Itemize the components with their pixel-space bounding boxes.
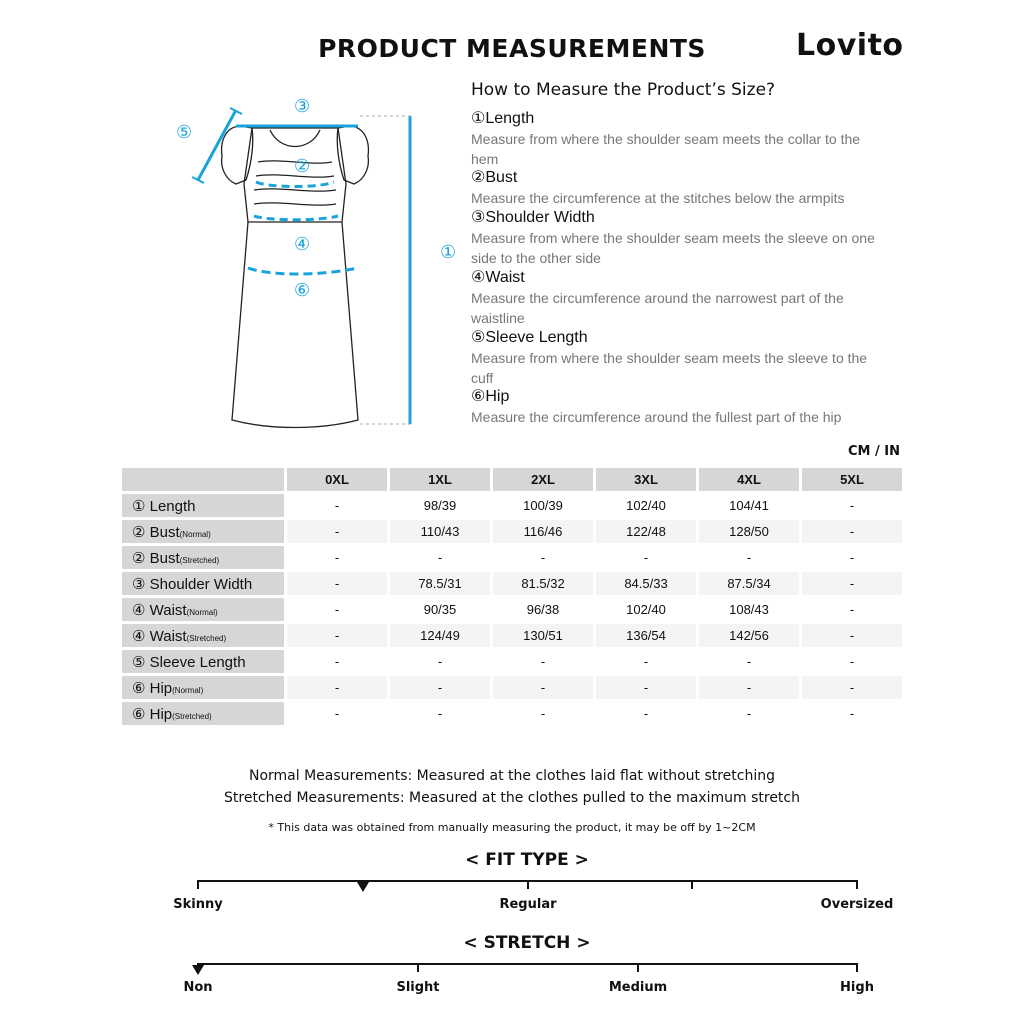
stretch-label-non: Non bbox=[183, 980, 213, 995]
size-table bbox=[119, 465, 905, 728]
table-cell: - bbox=[802, 702, 902, 725]
bust-line bbox=[256, 182, 334, 187]
table-cell: - bbox=[287, 520, 387, 543]
table-row bbox=[122, 624, 902, 647]
page-title: PRODUCT MEASUREMENTS bbox=[318, 34, 706, 63]
table-cell: 96/38 bbox=[493, 598, 593, 621]
row-label-text: Shoulder Width bbox=[149, 575, 253, 593]
stretch-title: < STRETCH > bbox=[463, 933, 591, 953]
stretch-marker-icon bbox=[192, 965, 204, 975]
step-sleeve-length bbox=[471, 328, 891, 388]
row-qualifier: (Stretched) bbox=[172, 711, 212, 721]
row-number: ① bbox=[132, 497, 146, 515]
table-cell: - bbox=[802, 546, 902, 569]
table-cell: - bbox=[390, 650, 490, 673]
column-header: 3XL bbox=[596, 468, 696, 491]
fit-tick bbox=[197, 880, 199, 889]
table-cell: - bbox=[699, 546, 799, 569]
table-cell: 90/35 bbox=[390, 598, 490, 621]
table-cell: - bbox=[699, 650, 799, 673]
fit-label-skinny: Skinny bbox=[173, 897, 223, 912]
table-cell: 98/39 bbox=[390, 494, 490, 517]
step-title: ⑤Sleeve Length bbox=[471, 329, 588, 346]
step-desc: Measure from where the shoulder seam meets the sleeve on one side to the other side bbox=[471, 230, 875, 266]
table-cell: 122/48 bbox=[596, 520, 696, 543]
table-row bbox=[122, 676, 902, 699]
table-cell: 130/51 bbox=[493, 624, 593, 647]
step-hip bbox=[471, 387, 891, 427]
table-cell: - bbox=[596, 676, 696, 699]
row-label-text: Sleeve Length bbox=[149, 653, 246, 671]
sleeve-length-line bbox=[198, 110, 236, 180]
row-label bbox=[122, 520, 284, 543]
step-shoulder-width bbox=[471, 208, 891, 268]
fit-label-regular: Regular bbox=[499, 897, 557, 912]
step-desc: Measure the circumference at the stitches below the armpits bbox=[471, 190, 845, 206]
units-label: CM / IN bbox=[848, 444, 900, 459]
fit-tick bbox=[691, 880, 693, 889]
row-number: ⑥ bbox=[132, 705, 146, 723]
table-row bbox=[122, 702, 902, 725]
table-cell: 100/39 bbox=[493, 494, 593, 517]
table-cell: - bbox=[802, 494, 902, 517]
table-row bbox=[122, 598, 902, 621]
table-cell: - bbox=[287, 676, 387, 699]
row-qualifier: (Normal) bbox=[172, 685, 204, 695]
step-title: ②Bust bbox=[471, 169, 518, 186]
table-cell: - bbox=[287, 598, 387, 621]
stretch-label-medium: Medium bbox=[608, 980, 668, 995]
row-qualifier: (Normal) bbox=[186, 607, 218, 617]
stretch-tick bbox=[637, 963, 639, 972]
fit-tick bbox=[856, 880, 858, 889]
row-number: ② bbox=[132, 523, 146, 541]
table-cell: 110/43 bbox=[390, 520, 490, 543]
column-header: 5XL bbox=[802, 468, 902, 491]
waist-line bbox=[254, 216, 338, 220]
marker-waist: ④ bbox=[294, 234, 311, 255]
table-cell: - bbox=[493, 650, 593, 673]
table-cell: - bbox=[493, 546, 593, 569]
marker-bust: ② bbox=[294, 156, 311, 177]
fit-tick bbox=[527, 880, 529, 889]
table-cell: - bbox=[699, 702, 799, 725]
step-desc: Measure the circumference around the narrowest part of the waistline bbox=[471, 290, 844, 326]
step-bust bbox=[471, 168, 891, 208]
table-cell: 102/40 bbox=[596, 598, 696, 621]
howto-heading: How to Measure the Product’s Size? bbox=[471, 80, 776, 100]
table-cell: 136/54 bbox=[596, 624, 696, 647]
step-title: ⑥Hip bbox=[471, 388, 510, 405]
stretched-note: Stretched Measurements: Measured at the clothes pulled to the maximum stretch bbox=[224, 790, 800, 806]
brand-logo: Lovito bbox=[796, 28, 904, 63]
row-label-text: Waist bbox=[149, 627, 187, 645]
column-header: 0XL bbox=[287, 468, 387, 491]
row-number: ② bbox=[132, 549, 146, 567]
table-cell: - bbox=[493, 676, 593, 699]
table-cell: - bbox=[802, 598, 902, 621]
column-header: 4XL bbox=[699, 468, 799, 491]
row-label bbox=[122, 546, 284, 569]
stretch-tick bbox=[417, 963, 419, 972]
row-qualifier: (Normal) bbox=[179, 529, 211, 539]
table-cell: - bbox=[390, 676, 490, 699]
fit-label-oversized: Oversized bbox=[820, 897, 894, 912]
row-label-text: Length bbox=[149, 497, 196, 515]
table-cell: 108/43 bbox=[699, 598, 799, 621]
step-desc: Measure from where the shoulder seam meets the sleeve to the cuff bbox=[471, 350, 868, 386]
table-header-row bbox=[122, 468, 902, 491]
table-cell: - bbox=[802, 650, 902, 673]
table-cell: 78.5/31 bbox=[390, 572, 490, 595]
row-label bbox=[122, 572, 284, 595]
table-cell: 81.5/32 bbox=[493, 572, 593, 595]
row-number: ④ bbox=[132, 627, 146, 645]
table-row bbox=[122, 546, 902, 569]
table-cell: - bbox=[802, 520, 902, 543]
table-cell: - bbox=[802, 624, 902, 647]
table-cell: - bbox=[596, 702, 696, 725]
step-title: ④Waist bbox=[471, 269, 525, 286]
hip-line bbox=[248, 268, 358, 274]
table-cell: 116/46 bbox=[493, 520, 593, 543]
row-qualifier: (Stretched) bbox=[179, 555, 220, 565]
table-cell: 124/49 bbox=[390, 624, 490, 647]
step-waist bbox=[471, 268, 891, 328]
table-cell: - bbox=[287, 546, 387, 569]
table-cell: - bbox=[287, 650, 387, 673]
table-row bbox=[122, 650, 902, 673]
column-header: 2XL bbox=[493, 468, 593, 491]
stretch-tick bbox=[856, 963, 858, 972]
table-cell: 102/40 bbox=[596, 494, 696, 517]
row-label bbox=[122, 494, 284, 517]
marker-length: ① bbox=[440, 242, 457, 263]
table-cell: 87.5/34 bbox=[699, 572, 799, 595]
table-corner bbox=[122, 468, 284, 491]
row-label bbox=[122, 598, 284, 621]
step-desc: Measure from where the shoulder seam meets the collar to the hem bbox=[471, 131, 861, 167]
table-cell: 84.5/33 bbox=[596, 572, 696, 595]
table-row bbox=[122, 494, 902, 517]
row-number: ⑥ bbox=[132, 679, 146, 697]
table-cell: - bbox=[493, 702, 593, 725]
table-cell: - bbox=[287, 702, 387, 725]
disclaimer-note: * This data was obtained from manually measuring the product, it may be off by 1~2CM bbox=[268, 821, 756, 834]
table-cell: - bbox=[287, 494, 387, 517]
row-number: ④ bbox=[132, 601, 146, 619]
table-cell: - bbox=[390, 702, 490, 725]
table-cell: 128/50 bbox=[699, 520, 799, 543]
step-title: ①Length bbox=[471, 110, 535, 127]
table-cell: - bbox=[802, 572, 902, 595]
dress-diagram bbox=[170, 92, 460, 432]
step-length bbox=[471, 109, 891, 169]
row-label bbox=[122, 624, 284, 647]
step-title: ③Shoulder Width bbox=[471, 209, 595, 226]
column-header: 1XL bbox=[390, 468, 490, 491]
row-label-text: Hip bbox=[149, 705, 173, 723]
row-label bbox=[122, 702, 284, 725]
marker-shoulder: ③ bbox=[294, 96, 311, 117]
table-cell: 142/56 bbox=[699, 624, 799, 647]
table-cell: - bbox=[596, 546, 696, 569]
table-cell: - bbox=[390, 546, 490, 569]
row-label-text: Hip bbox=[149, 679, 173, 697]
row-label-text: Bust bbox=[149, 549, 180, 567]
row-number: ③ bbox=[132, 575, 146, 593]
table-cell: - bbox=[802, 676, 902, 699]
fit-type-title: < FIT TYPE > bbox=[465, 850, 589, 870]
row-label bbox=[122, 650, 284, 673]
table-cell: - bbox=[699, 676, 799, 699]
row-qualifier: (Stretched) bbox=[186, 633, 227, 643]
fit-type-marker-icon bbox=[357, 882, 369, 892]
marker-sleeve: ⑤ bbox=[176, 122, 193, 143]
table-cell: 104/41 bbox=[699, 494, 799, 517]
row-label-text: Bust bbox=[149, 523, 180, 541]
normal-note: Normal Measurements: Measured at the clothes laid flat without stretching bbox=[249, 768, 775, 784]
row-label-text: Waist bbox=[149, 601, 187, 619]
marker-hip: ⑥ bbox=[294, 280, 311, 301]
step-desc: Measure the circumference around the fullest part of the hip bbox=[471, 409, 842, 425]
row-number: ⑤ bbox=[132, 653, 146, 671]
table-row bbox=[122, 520, 902, 543]
stretch-label-high: High bbox=[840, 980, 874, 995]
row-label bbox=[122, 676, 284, 699]
stretch-scale bbox=[198, 963, 858, 965]
table-row bbox=[122, 572, 902, 595]
table-cell: - bbox=[287, 572, 387, 595]
stretch-label-slight: Slight bbox=[396, 980, 440, 995]
table-cell: - bbox=[596, 650, 696, 673]
table-cell: - bbox=[287, 624, 387, 647]
